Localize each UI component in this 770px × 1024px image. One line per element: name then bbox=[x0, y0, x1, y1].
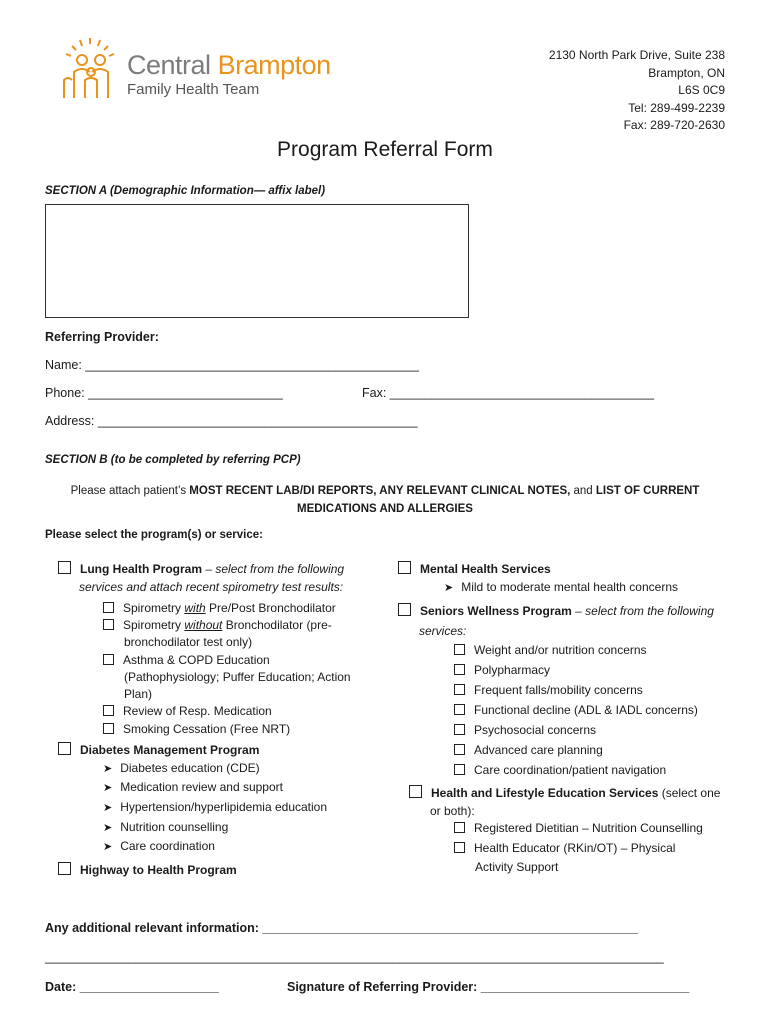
asthma-desc-end: Plan) bbox=[124, 687, 153, 701]
diabetes-item: ➤ Care coordination bbox=[103, 839, 215, 853]
seniors-item-checkbox[interactable]: Advanced care planning bbox=[454, 743, 603, 757]
section-b-heading: SECTION B (to be completed by referring PCP) bbox=[45, 454, 301, 466]
mental-health-item: ➤ Mild to moderate mental health concerns bbox=[444, 580, 678, 594]
checkbox-icon[interactable] bbox=[103, 619, 114, 630]
brand-name: Central Brampton bbox=[127, 50, 331, 80]
health-educator-checkbox[interactable]: Health Educator (RKin/OT) – Physical bbox=[454, 841, 675, 855]
select-program-heading: Please select the program(s) or service: bbox=[45, 529, 263, 541]
checkbox-icon[interactable] bbox=[454, 842, 465, 853]
mental-health-checkbox[interactable]: Mental Health Services bbox=[398, 561, 551, 576]
checkbox-icon[interactable] bbox=[454, 704, 465, 715]
spirometry-without-checkbox[interactable]: Spirometry without Bronchodilator (pre- bbox=[103, 618, 332, 632]
additional-info-line[interactable]: _________________________________________________________________________________________ bbox=[45, 950, 664, 964]
seniors-checkbox[interactable]: Seniors Wellness Program – select from the following bbox=[398, 603, 714, 618]
seniors-item-checkbox[interactable]: Polypharmacy bbox=[454, 663, 550, 677]
spirometry-without-cont: bronchodilator test only) bbox=[124, 635, 253, 649]
smoking-cessation-checkbox[interactable]: Smoking Cessation (Free NRT) bbox=[103, 722, 290, 736]
fax-field[interactable]: Fax: ______________________________________ bbox=[362, 386, 654, 400]
checkbox-icon[interactable] bbox=[58, 862, 71, 875]
lung-health-checkbox[interactable]: Lung Health Program – select from the following bbox=[58, 561, 344, 576]
seniors-item-checkbox[interactable]: Frequent falls/mobility concerns bbox=[454, 683, 643, 697]
page-title: Program Referral Form bbox=[277, 138, 493, 161]
asthma-desc: (Pathophysiology; Puffer Education; Action bbox=[124, 670, 351, 684]
logo-sunburst-icon bbox=[66, 38, 114, 56]
logo-family-icon bbox=[64, 55, 108, 98]
arrow-bullet-icon: ➤ bbox=[103, 822, 113, 834]
seniors-item-checkbox[interactable]: Care coordination/patient navigation bbox=[454, 763, 666, 777]
review-resp-checkbox[interactable]: Review of Resp. Medication bbox=[103, 704, 272, 718]
seniors-desc: services: bbox=[419, 624, 467, 638]
diabetes-item: ➤ Hypertension/hyperlipidemia education bbox=[103, 800, 328, 814]
checkbox-icon[interactable] bbox=[103, 654, 114, 665]
checkbox-icon[interactable] bbox=[454, 684, 465, 695]
highway-checkbox[interactable]: Highway to Health Program bbox=[58, 862, 237, 877]
checkbox-icon[interactable] bbox=[454, 724, 465, 735]
hle-desc: or both): bbox=[430, 804, 475, 818]
dietitian-checkbox[interactable]: Registered Dietitian – Nutrition Counselling bbox=[454, 821, 703, 835]
checkbox-icon[interactable] bbox=[398, 561, 411, 574]
diabetes-item: ➤ Medication review and support bbox=[103, 780, 283, 794]
diabetes-checkbox[interactable]: Diabetes Management Program bbox=[58, 742, 259, 757]
attach-instructions: Please attach patient’s MOST RECENT LAB/DI REPORTS, ANY RELEVANT CLINICAL NOTES, and LIST OF CURRENT MEDICATIONS AND ALLERGIES bbox=[70, 485, 700, 515]
address-field[interactable]: Address: ______________________________________________ bbox=[45, 414, 418, 428]
checkbox-icon[interactable] bbox=[454, 764, 465, 775]
checkbox-icon[interactable] bbox=[454, 664, 465, 675]
brand-subtitle: Family Health Team bbox=[127, 81, 260, 98]
section-a-heading: SECTION A (Demographic Information— affix label) bbox=[45, 185, 326, 197]
arrow-bullet-icon: ➤ bbox=[103, 841, 113, 853]
diabetes-item: ➤ Diabetes education (CDE) bbox=[103, 761, 260, 775]
checkbox-icon[interactable] bbox=[454, 644, 465, 655]
checkbox-icon[interactable] bbox=[58, 561, 71, 574]
checkbox-icon[interactable] bbox=[103, 602, 114, 613]
arrow-bullet-icon: ➤ bbox=[444, 582, 454, 594]
diabetes-item: ➤ Nutrition counselling bbox=[103, 820, 229, 834]
label-affix-box bbox=[45, 204, 469, 318]
health-educator-cont: Activity Support bbox=[475, 860, 559, 874]
seniors-item-checkbox[interactable]: Weight and/or nutrition concerns bbox=[454, 643, 647, 657]
checkbox-icon[interactable] bbox=[454, 822, 465, 833]
arrow-bullet-icon: ➤ bbox=[103, 802, 113, 814]
checkbox-icon[interactable] bbox=[454, 744, 465, 755]
seniors-item-checkbox[interactable]: Psychosocial concerns bbox=[454, 723, 596, 737]
checkbox-icon[interactable] bbox=[58, 742, 71, 755]
checkbox-icon[interactable] bbox=[398, 603, 411, 616]
lung-desc: services and attach recent spirometry test results: bbox=[79, 580, 344, 594]
arrow-bullet-icon: ➤ bbox=[103, 782, 113, 794]
date-field[interactable]: Date: ____________________ bbox=[45, 980, 219, 994]
referring-provider-heading: Referring Provider: bbox=[45, 330, 159, 344]
clinic-address: 2130 North Park Drive, Suite 238 Brampton, ON L6S 0C9 Tel: 289-499-2239 Fax: 289-720-2630 bbox=[548, 48, 725, 132]
checkbox-icon[interactable] bbox=[409, 785, 422, 798]
checkbox-icon[interactable] bbox=[103, 723, 114, 734]
asthma-copd-checkbox[interactable]: Asthma & COPD Education bbox=[103, 653, 270, 667]
additional-info-field[interactable]: Any additional relevant information: ______________________________________________________ bbox=[45, 921, 638, 935]
arrow-bullet-icon: ➤ bbox=[103, 763, 113, 775]
name-field[interactable]: Name: ________________________________________________ bbox=[45, 358, 419, 372]
phone-field[interactable]: Phone: ____________________________ bbox=[45, 386, 283, 400]
signature-field[interactable]: Signature of Referring Provider: ______________________________ bbox=[287, 980, 690, 994]
health-lifestyle-checkbox[interactable]: Health and Lifestyle Education Services (select one bbox=[409, 785, 720, 800]
checkbox-icon[interactable] bbox=[103, 705, 114, 716]
spirometry-with-checkbox[interactable]: Spirometry with Pre/Post Bronchodilator bbox=[103, 601, 336, 615]
seniors-item-checkbox[interactable]: Functional decline (ADL & IADL concerns) bbox=[454, 703, 698, 717]
